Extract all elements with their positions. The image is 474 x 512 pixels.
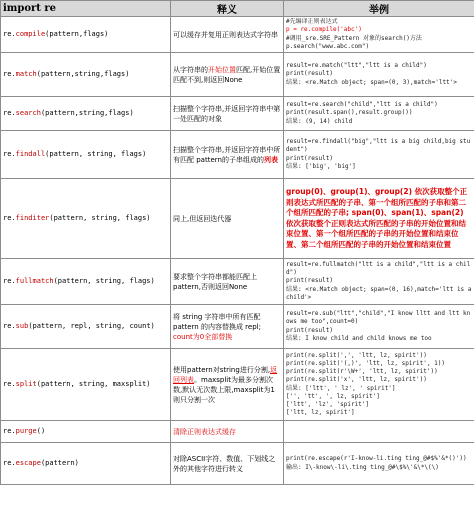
description-cell <box>171 349 284 421</box>
header-example: 举例 <box>284 1 474 17</box>
example-cell <box>284 259 474 305</box>
header-meaning: 释义 <box>171 1 284 17</box>
description-cell <box>171 305 284 349</box>
function-signature <box>3 277 168 286</box>
example-code <box>286 138 472 171</box>
example-code <box>286 101 472 126</box>
function-name: fullmatch <box>15 277 54 285</box>
example-line: #先编译正则表达式 <box>286 18 338 26</box>
function-signature-cell <box>1 179 171 259</box>
function-signature <box>3 150 168 159</box>
example-line: 结果: ['big', 'big'] <box>286 162 356 170</box>
example-line: result=re.match("ltt","ltt is a child") <box>286 62 427 70</box>
example-cell <box>284 179 474 259</box>
function-args: (pattern,string,flags) <box>36 70 130 78</box>
example-code <box>286 352 472 418</box>
example-line: print(result) <box>286 154 333 162</box>
example-code <box>286 62 472 87</box>
example-line: print(re.split('x', 'ltt, lz, spirit')) <box>286 376 427 384</box>
example-cell <box>284 97 474 131</box>
description-text: 同上,但返回迭代器 <box>173 214 232 223</box>
description <box>173 65 281 85</box>
table-body <box>1 17 474 485</box>
table-row <box>1 131 474 179</box>
example-line: print(re.split(r'\W+', 'ltt, lz, spirit')) <box>286 368 438 376</box>
example-cell <box>284 305 474 349</box>
table-row <box>1 305 474 349</box>
example-line: ['', 'tt', ', lz, spirit'] <box>286 392 380 400</box>
function-signature-cell <box>1 305 171 349</box>
function-name: purge <box>15 427 37 435</box>
example-cell <box>284 421 474 443</box>
example-cell <box>284 17 474 53</box>
example-line: print(re.escape(r'I-know-li.ting ting_@#$%'&*()')) <box>286 455 467 463</box>
function-signature-cell <box>1 421 171 443</box>
function-signature <box>3 427 168 436</box>
example-code <box>286 187 472 250</box>
example-line: result=re.findall("big","ltt is a big child,big student") <box>286 138 471 154</box>
example-line: 输出: I\-know\-li\.ting ting_@#\$%\'&\*\(\) <box>286 463 439 471</box>
example-line: 结果: ['ltt', ' lz', ' spirit'] <box>286 384 396 392</box>
example-code <box>286 18 472 51</box>
function-name: search <box>15 109 41 117</box>
function-signature <box>3 109 168 118</box>
example-line: p = re.compile('abc') <box>286 26 362 34</box>
description-cell <box>171 53 284 97</box>
example-line: print(re.split('(,)', 'ltt, lz, spirit', 1)) <box>286 359 445 367</box>
description-cell <box>171 131 284 179</box>
table-row <box>1 349 474 421</box>
example-code <box>286 455 472 471</box>
function-name: finditer <box>15 214 50 222</box>
function-signature <box>3 30 168 39</box>
example-line: p.search("www.abc.com") <box>286 42 370 50</box>
description <box>173 30 281 40</box>
description-cell <box>171 443 284 485</box>
function-args: (pattern,string,flags) <box>40 109 134 117</box>
function-signature-cell <box>1 53 171 97</box>
function-args: (pattern, string, flags) <box>45 150 147 158</box>
example-code <box>286 261 472 302</box>
function-signature <box>3 380 168 389</box>
table-row <box>1 53 474 97</box>
example-note: group(0)、group(1)、group(2) 依次获取整个正则表达式所匹配的子串、第一个组所匹配的子串和第二个组所匹配的子串; span(0)、span(1)、span(2) 依次获取整个正则表达式所匹配的子串的开始位置和结束位置、第一个组所匹配的子串的开始位置和结束位置、第二个组所匹配的子串的开始位置和结束位置 <box>286 187 468 249</box>
table-row <box>1 421 474 443</box>
description <box>173 365 281 405</box>
description-text: 要求整个字符串都能匹配上 pattern,否则返回None <box>173 272 257 291</box>
function-signature-cell <box>1 97 171 131</box>
example-cell <box>284 53 474 97</box>
function-name: escape <box>15 459 41 467</box>
description-text: 将 string 字符串中所有匹配 pattern 的内容替换成 repl; <box>173 312 261 331</box>
description <box>173 312 281 342</box>
example-line: result=re.sub("ltt","child","I know lltt and ltt knows me too",count=0) <box>286 310 471 326</box>
function-signature <box>3 459 168 468</box>
example-line: ['ltt, lz, spirit'] <box>286 409 355 417</box>
function-args: () <box>36 427 46 435</box>
description-text: 清除正则表达式缓存 <box>173 427 236 436</box>
description-text: 匹配,开始位置匹配不到,则返回None <box>173 65 281 84</box>
table-row <box>1 17 474 53</box>
module-prefix: re. <box>3 30 16 38</box>
description <box>173 272 281 292</box>
description-text: 列表 <box>263 155 278 164</box>
header-row <box>1 1 474 17</box>
description-cell <box>171 17 284 53</box>
table-row <box>1 179 474 259</box>
module-prefix: re. <box>3 109 16 117</box>
module-prefix: re. <box>3 322 16 330</box>
module-prefix: re. <box>3 380 16 388</box>
description <box>173 214 281 224</box>
description <box>173 427 281 437</box>
function-name: sub <box>15 322 29 330</box>
table-row <box>1 443 474 485</box>
function-name: findall <box>15 150 46 158</box>
function-args: (pattern) <box>40 459 79 467</box>
description <box>173 145 281 165</box>
example-line: print(result) <box>286 326 333 334</box>
table-row <box>1 97 474 131</box>
function-args: (pattern, string, maxsplit) <box>36 380 151 388</box>
example-cell <box>284 349 474 421</box>
example-cell <box>284 443 474 485</box>
example-line: 结果: <re.Match object; span=(0, 3),match='ltt'> <box>286 78 457 86</box>
example-line: ['ltt', 'lz', 'spirit'] <box>286 400 370 408</box>
description-text: 对除ASCII字符、数值、下划线之外的其他字符进行转义 <box>173 454 276 473</box>
header-import: import re <box>1 1 171 17</box>
description-text: 从字符串的 <box>173 65 208 74</box>
function-args: (pattern, string, flags) <box>53 277 155 285</box>
example-line: result=re.fullmatch("ltt is a child","ltt is a child") <box>286 260 471 277</box>
function-signature <box>3 322 168 331</box>
function-args: (pattern, repl, string, count) <box>28 322 155 330</box>
example-code <box>286 310 472 343</box>
description-text: 使用pattern对string进行分割, <box>173 365 271 374</box>
module-prefix: re. <box>3 70 16 78</box>
example-line: result=re.search("child","ltt is a child") <box>286 101 438 109</box>
example-line: #调用_sre.SRE_Pattern 对象的search()方法 <box>286 34 422 42</box>
example-line: 结果: <re.Match object; span=(0, 16),match='ltt is a child'> <box>286 285 472 301</box>
function-signature-cell <box>1 349 171 421</box>
table-row <box>1 259 474 305</box>
description-text: 扫描整个字符串,并返回字符串中第一处匹配的对象 <box>173 104 281 123</box>
example-line: print(result) <box>286 277 333 285</box>
function-signature-cell <box>1 443 171 485</box>
description-text: 返回列表 <box>173 365 278 384</box>
function-name: split <box>15 380 37 388</box>
description-text: count为0全部替换 <box>173 332 233 341</box>
description-text: 开始位置 <box>208 65 236 74</box>
function-signature-cell <box>1 17 171 53</box>
module-prefix: re. <box>3 427 16 435</box>
description-cell <box>171 97 284 131</box>
function-signature-cell <box>1 259 171 305</box>
description-text: 可以缓存并复用正则表达式字符串 <box>173 30 278 39</box>
description <box>173 454 281 474</box>
description-cell <box>171 179 284 259</box>
function-signature <box>3 70 168 79</box>
function-signature <box>3 214 168 223</box>
module-prefix: re. <box>3 277 16 285</box>
example-line: 结果: I know child and child knows me too <box>286 334 432 342</box>
module-prefix: re. <box>3 459 16 467</box>
description-cell <box>171 259 284 305</box>
example-cell <box>284 131 474 179</box>
example-line: print(result) <box>286 70 333 78</box>
function-name: compile <box>15 30 46 38</box>
function-args: (pattern, string, flags) <box>49 214 151 222</box>
example-line: 结果: (9, 14) child <box>286 117 353 125</box>
module-prefix: re. <box>3 214 16 222</box>
module-prefix: re. <box>3 150 16 158</box>
description-text: 扫描整个字符串,并返回字符串中所有匹配 pattern的子串组成的 <box>173 145 281 164</box>
example-line: print(result.span(),result.group()) <box>286 109 413 117</box>
example-line: print(re.split(',', 'ltt, lz, spirit')) <box>286 351 427 359</box>
function-args: (pattern,flags) <box>45 30 109 38</box>
description <box>173 104 281 124</box>
description-cell <box>171 421 284 443</box>
function-signature-cell <box>1 131 171 179</box>
description-text: 。maxsplit为最多分割次数,默认无次数上限,maxsplit为1则只分割一次 <box>173 375 275 404</box>
function-name: match <box>15 70 37 78</box>
